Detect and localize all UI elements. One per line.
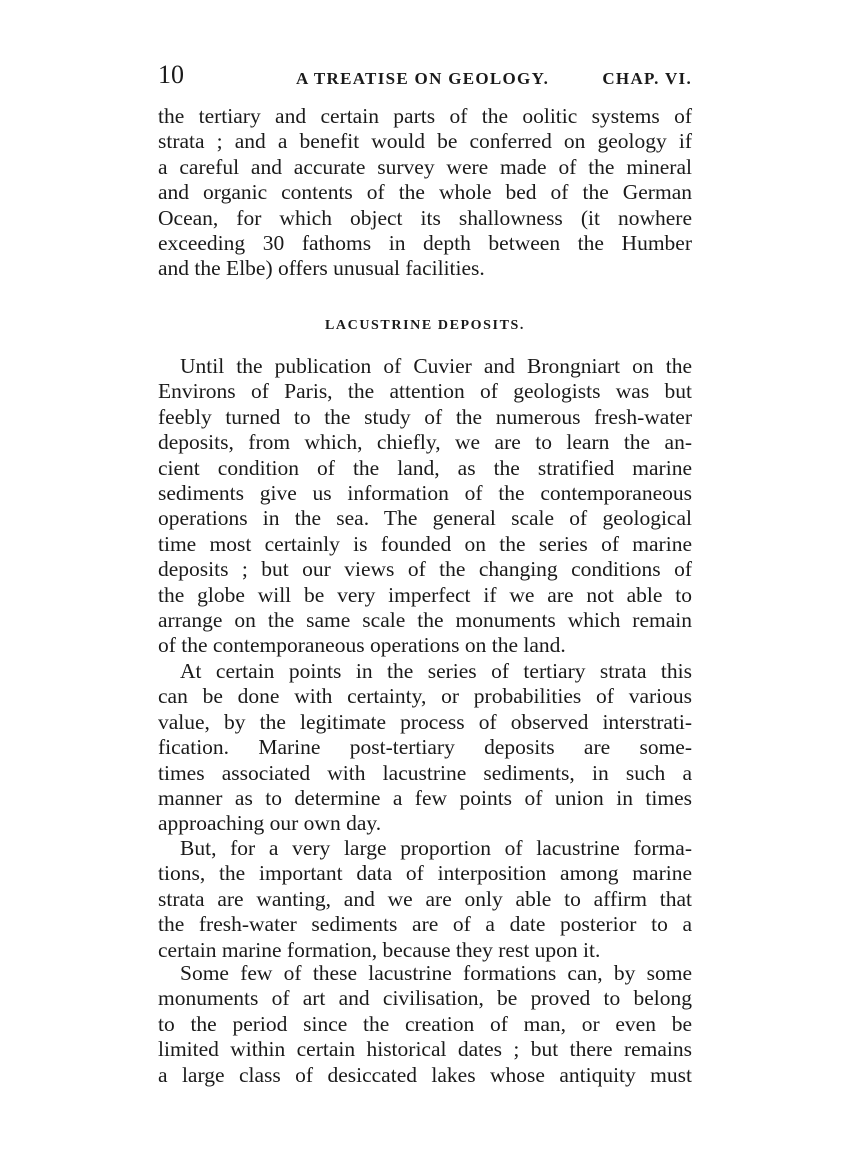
text-line: the fresh-water sediments are of a date posterior to a [158,912,692,937]
text-line: to the period since the creation of man, or even be [158,1011,692,1036]
text-line: monuments of art and civilisation, be proved to belong [158,986,692,1011]
text-line: and organic contents of the whole bed of the German [158,180,692,205]
text-line: deposits ; but our views of the changing conditions of [158,557,692,582]
text-line: of the contemporaneous operations on the land. [158,633,566,658]
text-line: and the Elbe) offers unusual facilities. [158,256,485,281]
text-line: the tertiary and certain parts of the oolitic systems of [158,104,692,128]
text-line: cient condition of the land, as the stratified marine [158,455,692,480]
text-line: a large class of desiccated lakes whose antiquity must [158,1062,692,1087]
text-line: time most certainly is founded on the series of marine [158,531,692,556]
text-line: Until the publication of Cuvier and Brongniart on the [180,354,692,378]
text-line: Ocean, for which object its shallowness (it nowhere [158,205,692,230]
text-line: strata ; and a benefit would be conferred on geology if [158,129,692,154]
text-line: At certain points in the series of tertiary strata this [180,659,692,683]
paragraph [158,836,692,963]
text-line: exceeding 30 fathoms in depth between the Humber [158,230,692,255]
paragraph [158,354,692,659]
text-line: operations in the sea. The general scale of geological [158,506,692,531]
page-number: 10 [158,60,184,89]
chapter-label: CHAP. VI. [602,69,692,88]
paragraph [158,104,692,282]
text-line: sediments give us information of the contemporaneous [158,480,692,505]
section-heading: LACUSTRINE DEPOSITS. [324,318,526,333]
text-line: approaching our own day. [158,811,382,836]
text-line: value, by the legitimate process of observed interstrati- [158,709,692,734]
text-line: tions, the important data of interposition among marine [158,861,692,886]
paragraph [158,659,692,837]
text-line: a careful and accurate survey were made of the mineral [158,154,692,179]
text-line: feebly turned to the study of the numerous fresh-water [158,404,692,429]
text-line: times associated with lacustrine sediments, in such a [158,760,692,785]
text-line: arrange on the same scale the monuments which remain [158,607,692,632]
page-header [158,62,692,92]
text-line: strata are wanting, and we are only able to affirm that [158,886,692,911]
text-line: limited within certain historical dates ; but there remains [158,1037,692,1062]
text-line: manner as to determine a few points of union in times [158,785,692,810]
text-line: deposits, from which, chiefly, we are to learn the an- [158,430,692,455]
text-line: certain marine formation, because they rest upon it. [158,937,601,962]
text-line: can be done with certainty, or probabilities of various [158,684,692,709]
text-line: fication. Marine post-tertiary deposits are some- [158,735,692,760]
paragraph [158,961,692,1088]
text-line: the globe will be very imperfect if we are not able to [158,582,692,607]
running-title: A TREATISE ON GEOLOGY. [296,69,550,88]
text-line: Environs of Paris, the attention of geologists was but [158,379,692,404]
text-line: But, for a very large proportion of lacustrine forma- [180,836,692,860]
text-line: Some few of these lacustrine formations can, by some [180,961,692,985]
